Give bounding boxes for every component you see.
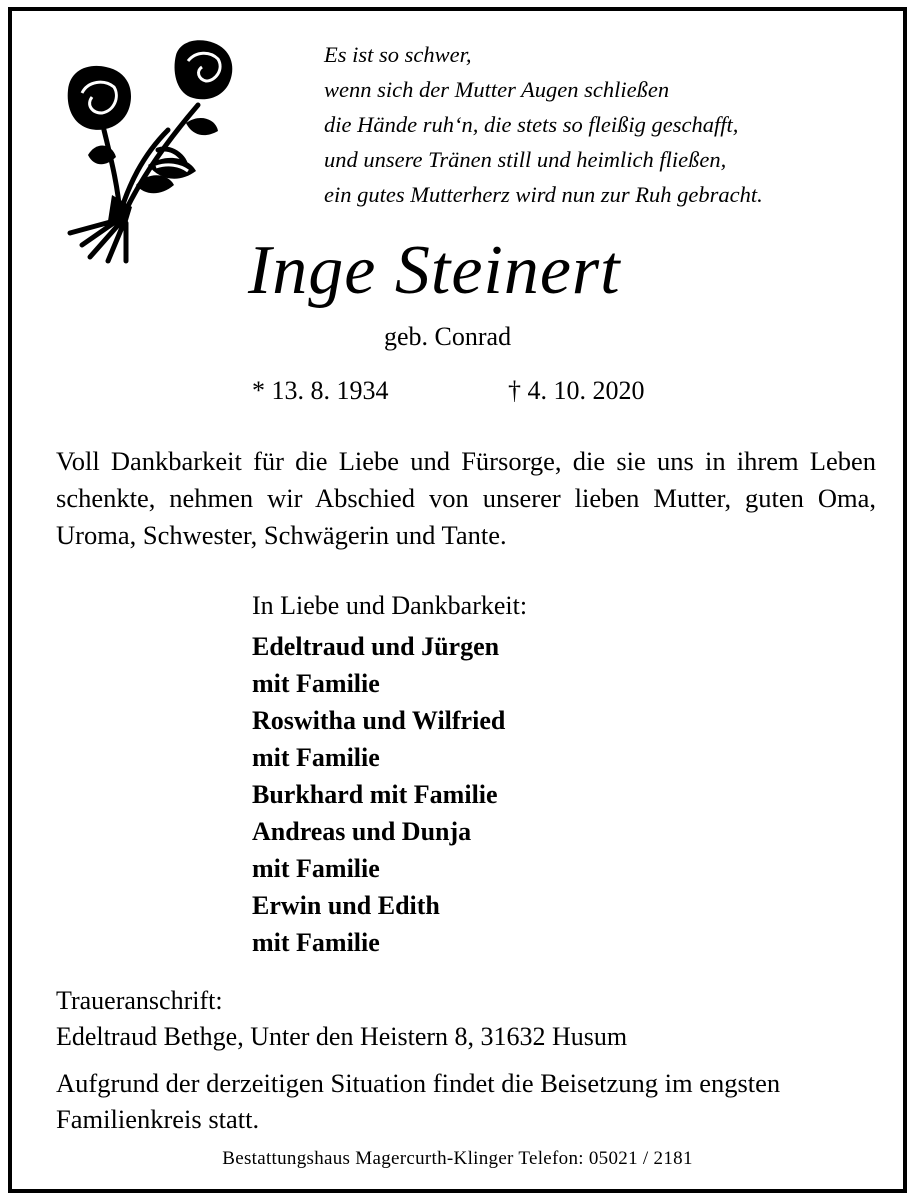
mourner-line: Roswitha und Wilfried — [252, 706, 506, 735]
mourner-line: Burkhard mit Familie — [252, 780, 498, 809]
funeral-home-footer: Bestattungshaus Magercurth-Klinger Telefon: 05021 / 2181 — [222, 1148, 693, 1169]
mourner-line: Edeltraud und Jürgen — [252, 632, 500, 661]
mourner-line: Andreas und Dunja — [252, 817, 472, 846]
poem — [324, 37, 884, 212]
signoff: In Liebe und Dankbarkeit: — [252, 591, 528, 620]
roses-icon — [48, 35, 248, 275]
death-date: † 4. 10. 2020 — [508, 376, 645, 405]
mourner-line: mit Familie — [252, 669, 380, 698]
burial-notice: Aufgrund der derzeitigen Situation findet die Beisetzung im engsten Familienkreis statt. — [56, 1068, 781, 1134]
poem-line: wenn sich der Mutter Augen schließen — [324, 77, 670, 102]
birth-date: * 13. 8. 1934 — [252, 376, 389, 405]
mourner-line: Erwin und Edith — [252, 891, 440, 920]
mourners-list — [252, 628, 505, 961]
deceased-name: Inge Steinert — [248, 232, 621, 309]
obituary-notice — [8, 7, 907, 1193]
mourner-line: mit Familie — [252, 928, 380, 957]
poem-line: ein gutes Mutterherz wird nun zur Ruh gebracht. — [324, 182, 763, 207]
poem-line: die Hände ruh‘n, die stets so fleißig geschafft, — [324, 112, 739, 137]
life-dates — [252, 373, 645, 409]
poem-line: Es ist so schwer, — [324, 42, 472, 67]
mourner-line: mit Familie — [252, 743, 380, 772]
poem-line: und unsere Tränen still und heimlich fließen, — [324, 147, 727, 172]
mourning-address: Edeltraud Bethge, Unter den Heistern 8, 31632 Husum — [56, 1022, 628, 1051]
farewell-message: Voll Dankbarkeit für die Liebe und Fürsorge, die sie uns in ihrem Leben schenkte, nehmen wir Abschied von unserer lieben Mutter, guten Oma, Uroma, Schwester, Schwägerin und Tante. — [56, 446, 876, 550]
mourner-line: mit Familie — [252, 854, 380, 883]
address-label: Traueranschrift: — [56, 986, 223, 1015]
birth-name: geb. Conrad — [384, 322, 512, 351]
